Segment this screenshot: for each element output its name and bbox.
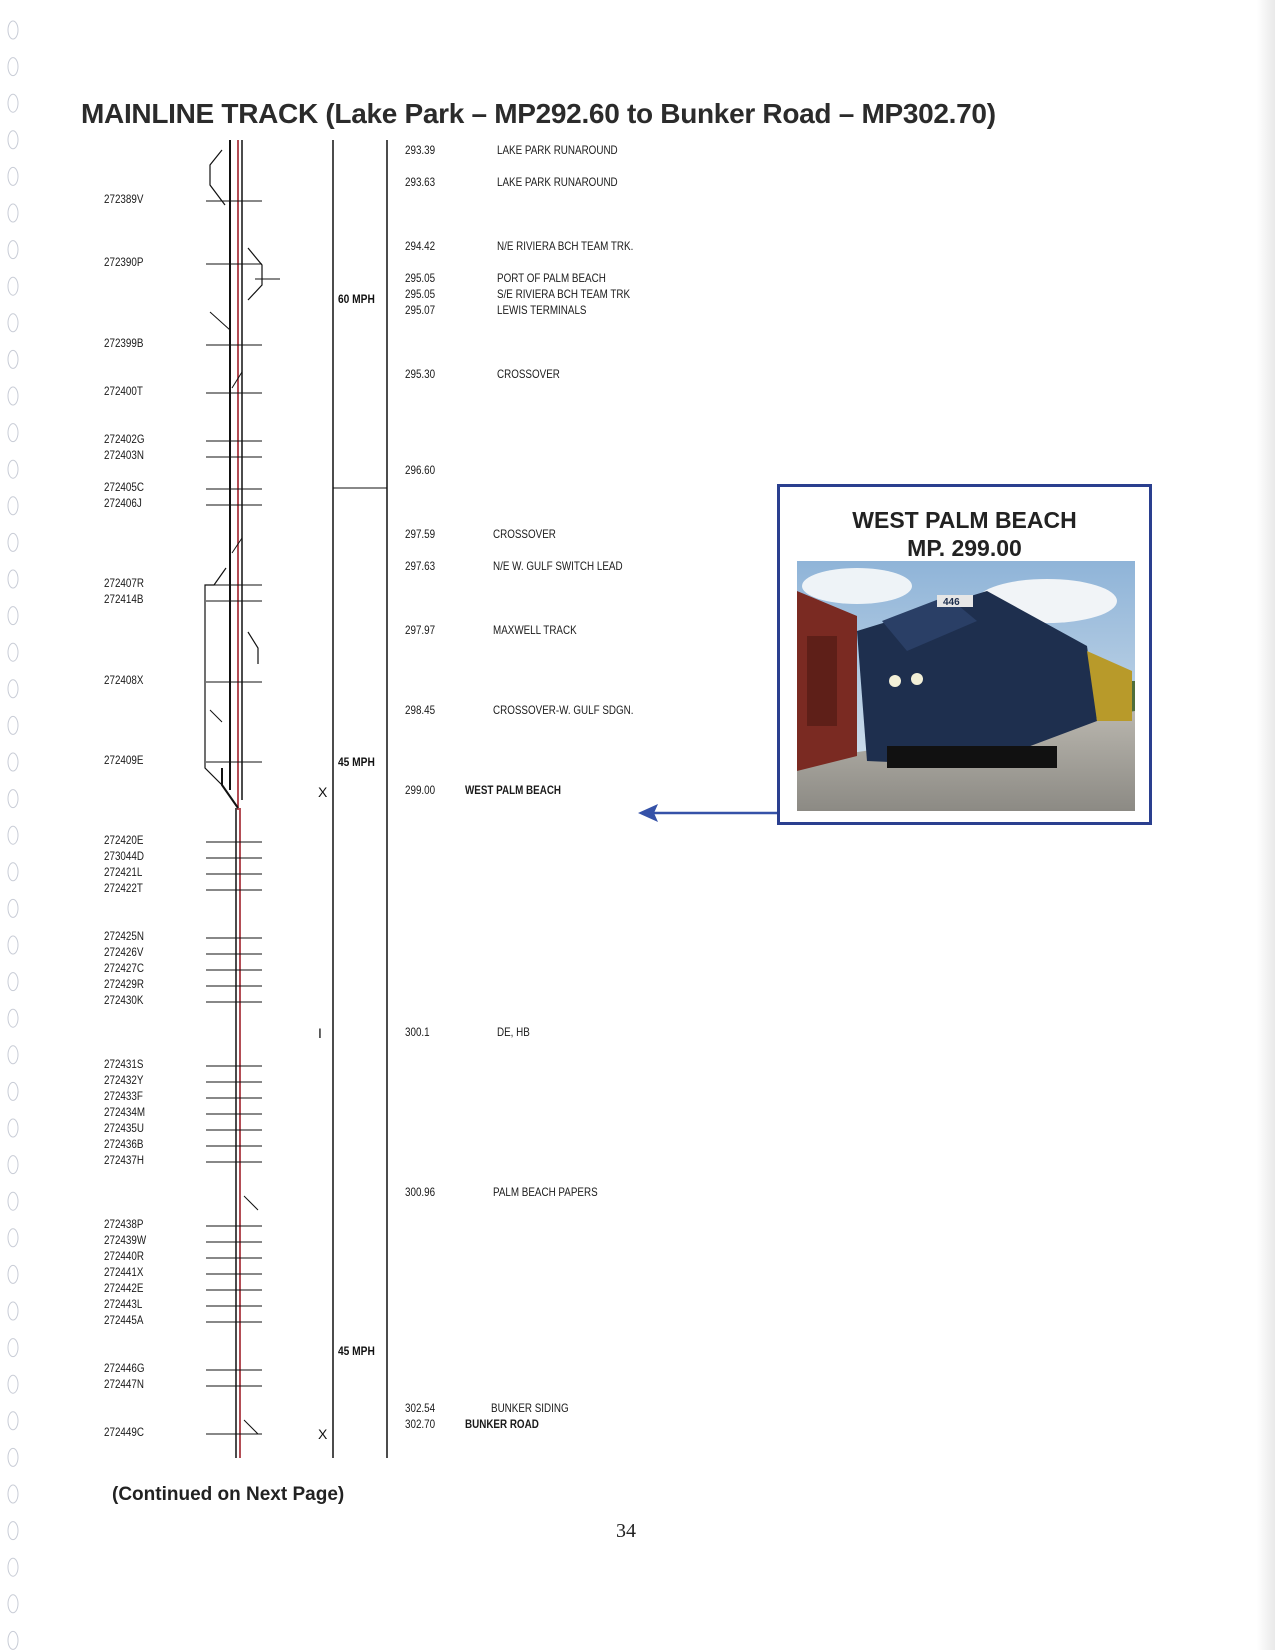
port-spur [210,312,230,330]
milepost-value: 297.59 [405,527,436,541]
milepost-value: 302.70 [405,1417,436,1431]
location-name: LAKE PARK RUNAROUND [497,175,618,189]
locomotive-photo [797,561,1135,811]
crossing-id: 272447N [104,1377,144,1391]
crossing-id: 272389V [104,192,144,206]
speed-limit-label: 45 MPH [338,755,375,769]
crossing-id: 272399B [104,336,144,350]
crossing-id: 272439W [104,1233,147,1247]
crossing-id: 272434M [104,1105,146,1119]
crossing-id: 272442E [104,1281,144,1295]
station-marker: X [318,1426,328,1442]
crossing-id: 272430K [104,993,144,1007]
crossing-id: 272405C [104,480,144,494]
crossing-id: 272414B [104,592,144,606]
crossing-id: 272390P [104,255,144,269]
crossing-id: 272433F [104,1089,143,1103]
crossing-id: 272422T [104,881,143,895]
crossing-id: 272432Y [104,1073,144,1087]
riviera-spur [248,248,262,300]
milepost-value: 297.97 [405,623,436,637]
location-name: DE, HB [497,1025,530,1039]
lake-park-runaround [210,150,225,205]
station-marker: I [318,1025,322,1041]
crossing-id: 272441X [104,1265,144,1279]
milepost-value: 295.05 [405,287,436,301]
milepost-value: 293.63 [405,175,436,189]
paper-spur [244,1196,258,1210]
milepost-value: 295.30 [405,367,436,381]
bunker-siding [244,1420,258,1434]
crossing-id: 272400T [104,384,143,398]
boxcar-door [807,636,837,726]
location-name: PALM BEACH PAPERS [493,1185,598,1199]
location-name: PORT OF PALM BEACH [497,271,606,285]
location-name: N/E W. GULF SWITCH LEAD [493,559,623,573]
location-name: LAKE PARK RUNAROUND [497,143,618,157]
crossing-id: 272431S [104,1057,144,1071]
speed-limit-label: 45 MPH [338,1344,375,1358]
continued-note: (Continued on Next Page) [112,1484,345,1505]
location-name: N/E RIVIERA BCH TEAM TRK. [497,239,634,253]
milepost-value: 295.07 [405,303,436,317]
crossing-id: 273044D [104,849,144,863]
milepost-value: 300.1 [405,1025,430,1039]
cloud [802,568,912,604]
crossing-id: 272436B [104,1137,144,1151]
page-number: 34 [616,1520,636,1542]
crossing-id: 272421L [104,865,143,879]
location-name: MAXWELL TRACK [493,623,577,637]
crossover-2 [232,538,242,553]
page-title: MAINLINE TRACK (Lake Park – MP292.60 to Bunker Road – MP302.70) [81,98,996,129]
crossing-id: 272446G [104,1361,145,1375]
crossing-id: 272445A [104,1313,144,1327]
milepost-value: 295.05 [405,271,436,285]
milepost-value: 302.54 [405,1401,436,1415]
crossing-id: 272426V [104,945,144,959]
milepost-value: 300.96 [405,1185,436,1199]
crossing-id: 272420E [104,833,144,847]
photo-callout-box [777,484,1152,825]
crossing-id: 272443L [104,1297,143,1311]
locomotive-number: 446 [943,597,960,608]
crossing-id: 272403N [104,448,144,462]
location-name: BUNKER ROAD [465,1417,539,1431]
crossing-id: 272406J [104,496,142,510]
crossing-ticks [206,201,262,1434]
milepost-value: 293.39 [405,143,436,157]
milepost-value: 298.45 [405,703,436,717]
photo-callout-milepost: MP. 299.00 [907,535,1022,561]
headlight [911,673,923,685]
milepost-value: 297.63 [405,559,436,573]
photo-callout-title: WEST PALM BEACH [852,507,1077,533]
crossing-id: 272440R [104,1249,144,1263]
crossing-id: 272427C [104,961,144,975]
crossing-id: 272408X [104,673,144,687]
crossover-3 [210,710,222,722]
crossing-id: 272407R [104,576,144,590]
location-name: LEWIS TERMINALS [497,303,587,317]
milepost-value: 296.60 [405,463,436,477]
location-name: CROSSOVER [497,367,560,381]
milepost-value: 299.00 [405,783,436,797]
crossover-1 [232,372,242,388]
location-name: CROSSOVER-W. GULF SDGN. [493,703,634,717]
crossing-id: 272437H [104,1153,144,1167]
location-name: CROSSOVER [493,527,556,541]
crossing-id: 272438P [104,1217,144,1231]
maxwell-track [248,632,258,664]
locomotive-trucks [887,746,1057,768]
milepost-value: 294.42 [405,239,436,253]
crossing-id: 272402G [104,432,145,446]
crossing-id: 272435U [104,1121,144,1135]
speed-limit-label: 60 MPH [338,292,375,306]
location-name: WEST PALM BEACH [465,783,562,797]
crossing-id: 272425N [104,929,144,943]
headlight [889,675,901,687]
crossing-id: 272429R [104,977,144,991]
location-name: S/E RIVIERA BCH TEAM TRK [497,287,631,301]
crossing-id: 272409E [104,753,144,767]
location-name: BUNKER SIDING [491,1401,569,1415]
crossing-id: 272449C [104,1425,144,1439]
station-marker: X [318,784,328,800]
